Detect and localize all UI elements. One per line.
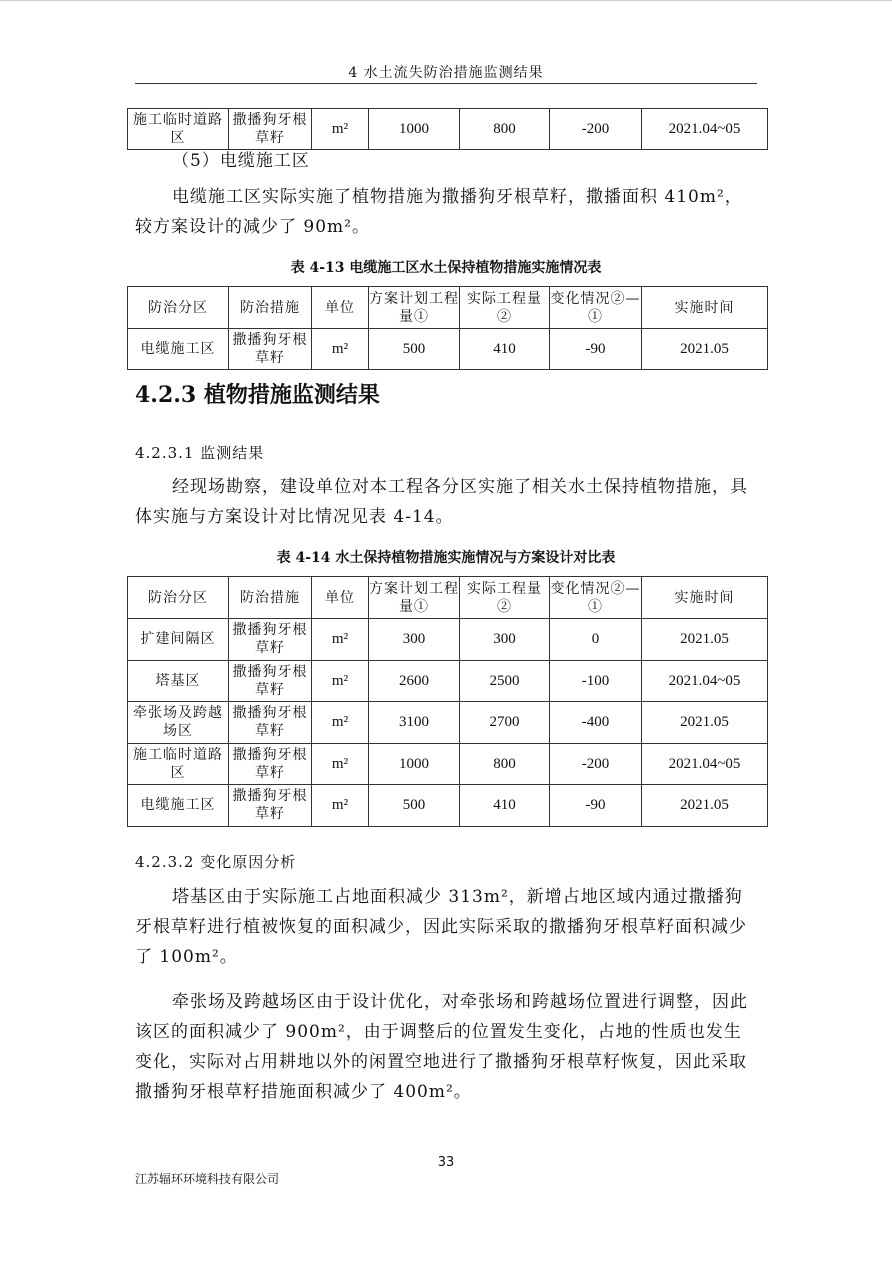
cell-date: 2021.04~05 [642, 660, 768, 702]
analysis-paragraph-1: 塔基区由于实际施工占地面积减少 313m²，新增占地区域内通过撒播狗牙根草籽进行植被恢复的面积减少，因此实际采取的撒播狗牙根草籽面积减少了 100m²。 [135, 887, 747, 967]
header-cell: 变化情况②—① [550, 577, 642, 619]
cell-zone: 施工临时道路区 [128, 743, 229, 785]
cell-measure: 撒播狗牙根草籽 [229, 109, 312, 150]
section-5-paragraph: 电缆施工区实际实施了植物措施为撒播狗牙根草籽，撒播面积 410m²，较方案设计的减少了 90m²。 [135, 187, 743, 237]
cell-measure: 撒播狗牙根草籽 [229, 660, 312, 702]
header-cell: 防治分区 [128, 287, 229, 329]
cell-change: -100 [550, 660, 642, 702]
table-header-row [128, 287, 768, 329]
continued-table [127, 108, 768, 150]
header-cell: 单位 [312, 287, 369, 329]
header-cell: 实际工程量② [460, 577, 550, 619]
cell-date: 2021.05 [642, 785, 768, 827]
cell-actual: 800 [460, 109, 550, 150]
table-body [128, 619, 768, 827]
cell-measure: 撒播狗牙根草籽 [229, 329, 312, 370]
header-cell: 防治措施 [229, 577, 312, 619]
cell-actual: 300 [460, 619, 550, 661]
cell-planned: 2600 [369, 660, 460, 702]
cell-unit: m² [312, 660, 369, 702]
cell-unit: m² [312, 702, 369, 744]
cell-unit: m² [312, 619, 369, 661]
page-top-border [0, 0, 892, 1]
cell-planned: 1000 [369, 743, 460, 785]
cell-date: 2021.04~05 [642, 743, 768, 785]
cell-unit: m² [312, 743, 369, 785]
cell-unit: m² [312, 109, 369, 150]
table-row [128, 785, 768, 827]
cell-measure: 撒播狗牙根草籽 [229, 702, 312, 744]
cell-zone: 扩建间隔区 [128, 619, 229, 661]
cell-measure: 撒播狗牙根草籽 [229, 743, 312, 785]
section-5-heading: （5）电缆施工区 [172, 151, 310, 171]
cell-planned: 500 [369, 329, 460, 370]
running-header: 4 水土流失防治措施监测结果 [348, 65, 544, 81]
header-cell: 防治分区 [128, 577, 229, 619]
header-cell: 实际工程量② [460, 287, 550, 329]
analysis-paragraph-2: 牵张场及跨越场区由于设计优化，对牵张场和跨越场位置进行调整，因此该区的面积减少了 900m²，由于调整后的位置发生变化，占地的性质也发生变化，实际对占用耕地以外的闲置空地进行了撒播狗牙根草籽恢复，因此采取撒播狗牙根草籽措施面积减少了 400m²。 [135, 992, 748, 1102]
cell-zone: 施工临时道路区 [128, 109, 229, 150]
cell-zone: 电缆施工区 [128, 785, 229, 827]
cell-planned: 1000 [369, 109, 460, 150]
monitoring-paragraph: 经现场勘察，建设单位对本工程各分区实施了相关水土保持植物措施，具体实施与方案设计对比情况见表 4-14。 [135, 477, 748, 527]
cell-change: -90 [550, 785, 642, 827]
table-row [128, 619, 768, 661]
cell-change: -400 [550, 702, 642, 744]
cell-date: 2021.05 [642, 329, 768, 370]
cell-planned: 500 [369, 785, 460, 827]
cell-change: -200 [550, 743, 642, 785]
table-row [128, 660, 768, 702]
cell-date: 2021.05 [642, 702, 768, 744]
subsection-heading: 4.2.3.1 监测结果 [135, 444, 265, 462]
cell-planned: 3100 [369, 702, 460, 744]
table-row [128, 109, 768, 150]
table-4-14 [127, 576, 768, 827]
cell-date: 2021.05 [642, 619, 768, 661]
table-14-caption: 表 4-14 水土保持植物措施实施情况与方案设计对比表 [276, 550, 616, 566]
cell-zone: 塔基区 [128, 660, 229, 702]
header-cell: 方案计划工程量① [369, 577, 460, 619]
cell-unit: m² [312, 329, 369, 370]
header-rule [135, 83, 757, 84]
header-cell: 防治措施 [229, 287, 312, 329]
cell-unit: m² [312, 785, 369, 827]
cell-actual: 410 [460, 785, 550, 827]
cell-zone: 电缆施工区 [128, 329, 229, 370]
table-row [128, 702, 768, 744]
cell-change: -90 [550, 329, 642, 370]
page-number: 33 [437, 1155, 455, 1170]
cell-zone: 牵张场及跨越场区 [128, 702, 229, 744]
table-row [128, 329, 768, 370]
cell-measure: 撒播狗牙根草籽 [229, 785, 312, 827]
header-cell: 实施时间 [642, 287, 768, 329]
subsection-heading: 4.2.3.2 变化原因分析 [135, 853, 297, 871]
header-cell: 实施时间 [642, 577, 768, 619]
header-cell: 单位 [312, 577, 369, 619]
table-13-caption: 表 4-13 电缆施工区水土保持植物措施实施情况表 [290, 260, 602, 276]
cell-change: -200 [550, 109, 642, 150]
cell-change: 0 [550, 619, 642, 661]
cell-actual: 2700 [460, 702, 550, 744]
header-cell: 变化情况②—① [550, 287, 642, 329]
table-header-row [128, 577, 768, 619]
section-title: 4.2.3 植物措施监测结果 [135, 382, 380, 408]
cell-actual: 2500 [460, 660, 550, 702]
cell-actual: 800 [460, 743, 550, 785]
company-name: 江苏辐环环境科技有限公司 [135, 1172, 280, 1186]
cell-planned: 300 [369, 619, 460, 661]
header-cell: 方案计划工程量① [369, 287, 460, 329]
table-4-13 [127, 286, 768, 370]
cell-date: 2021.04~05 [642, 109, 768, 150]
cell-actual: 410 [460, 329, 550, 370]
cell-measure: 撒播狗牙根草籽 [229, 619, 312, 661]
table-row [128, 743, 768, 785]
